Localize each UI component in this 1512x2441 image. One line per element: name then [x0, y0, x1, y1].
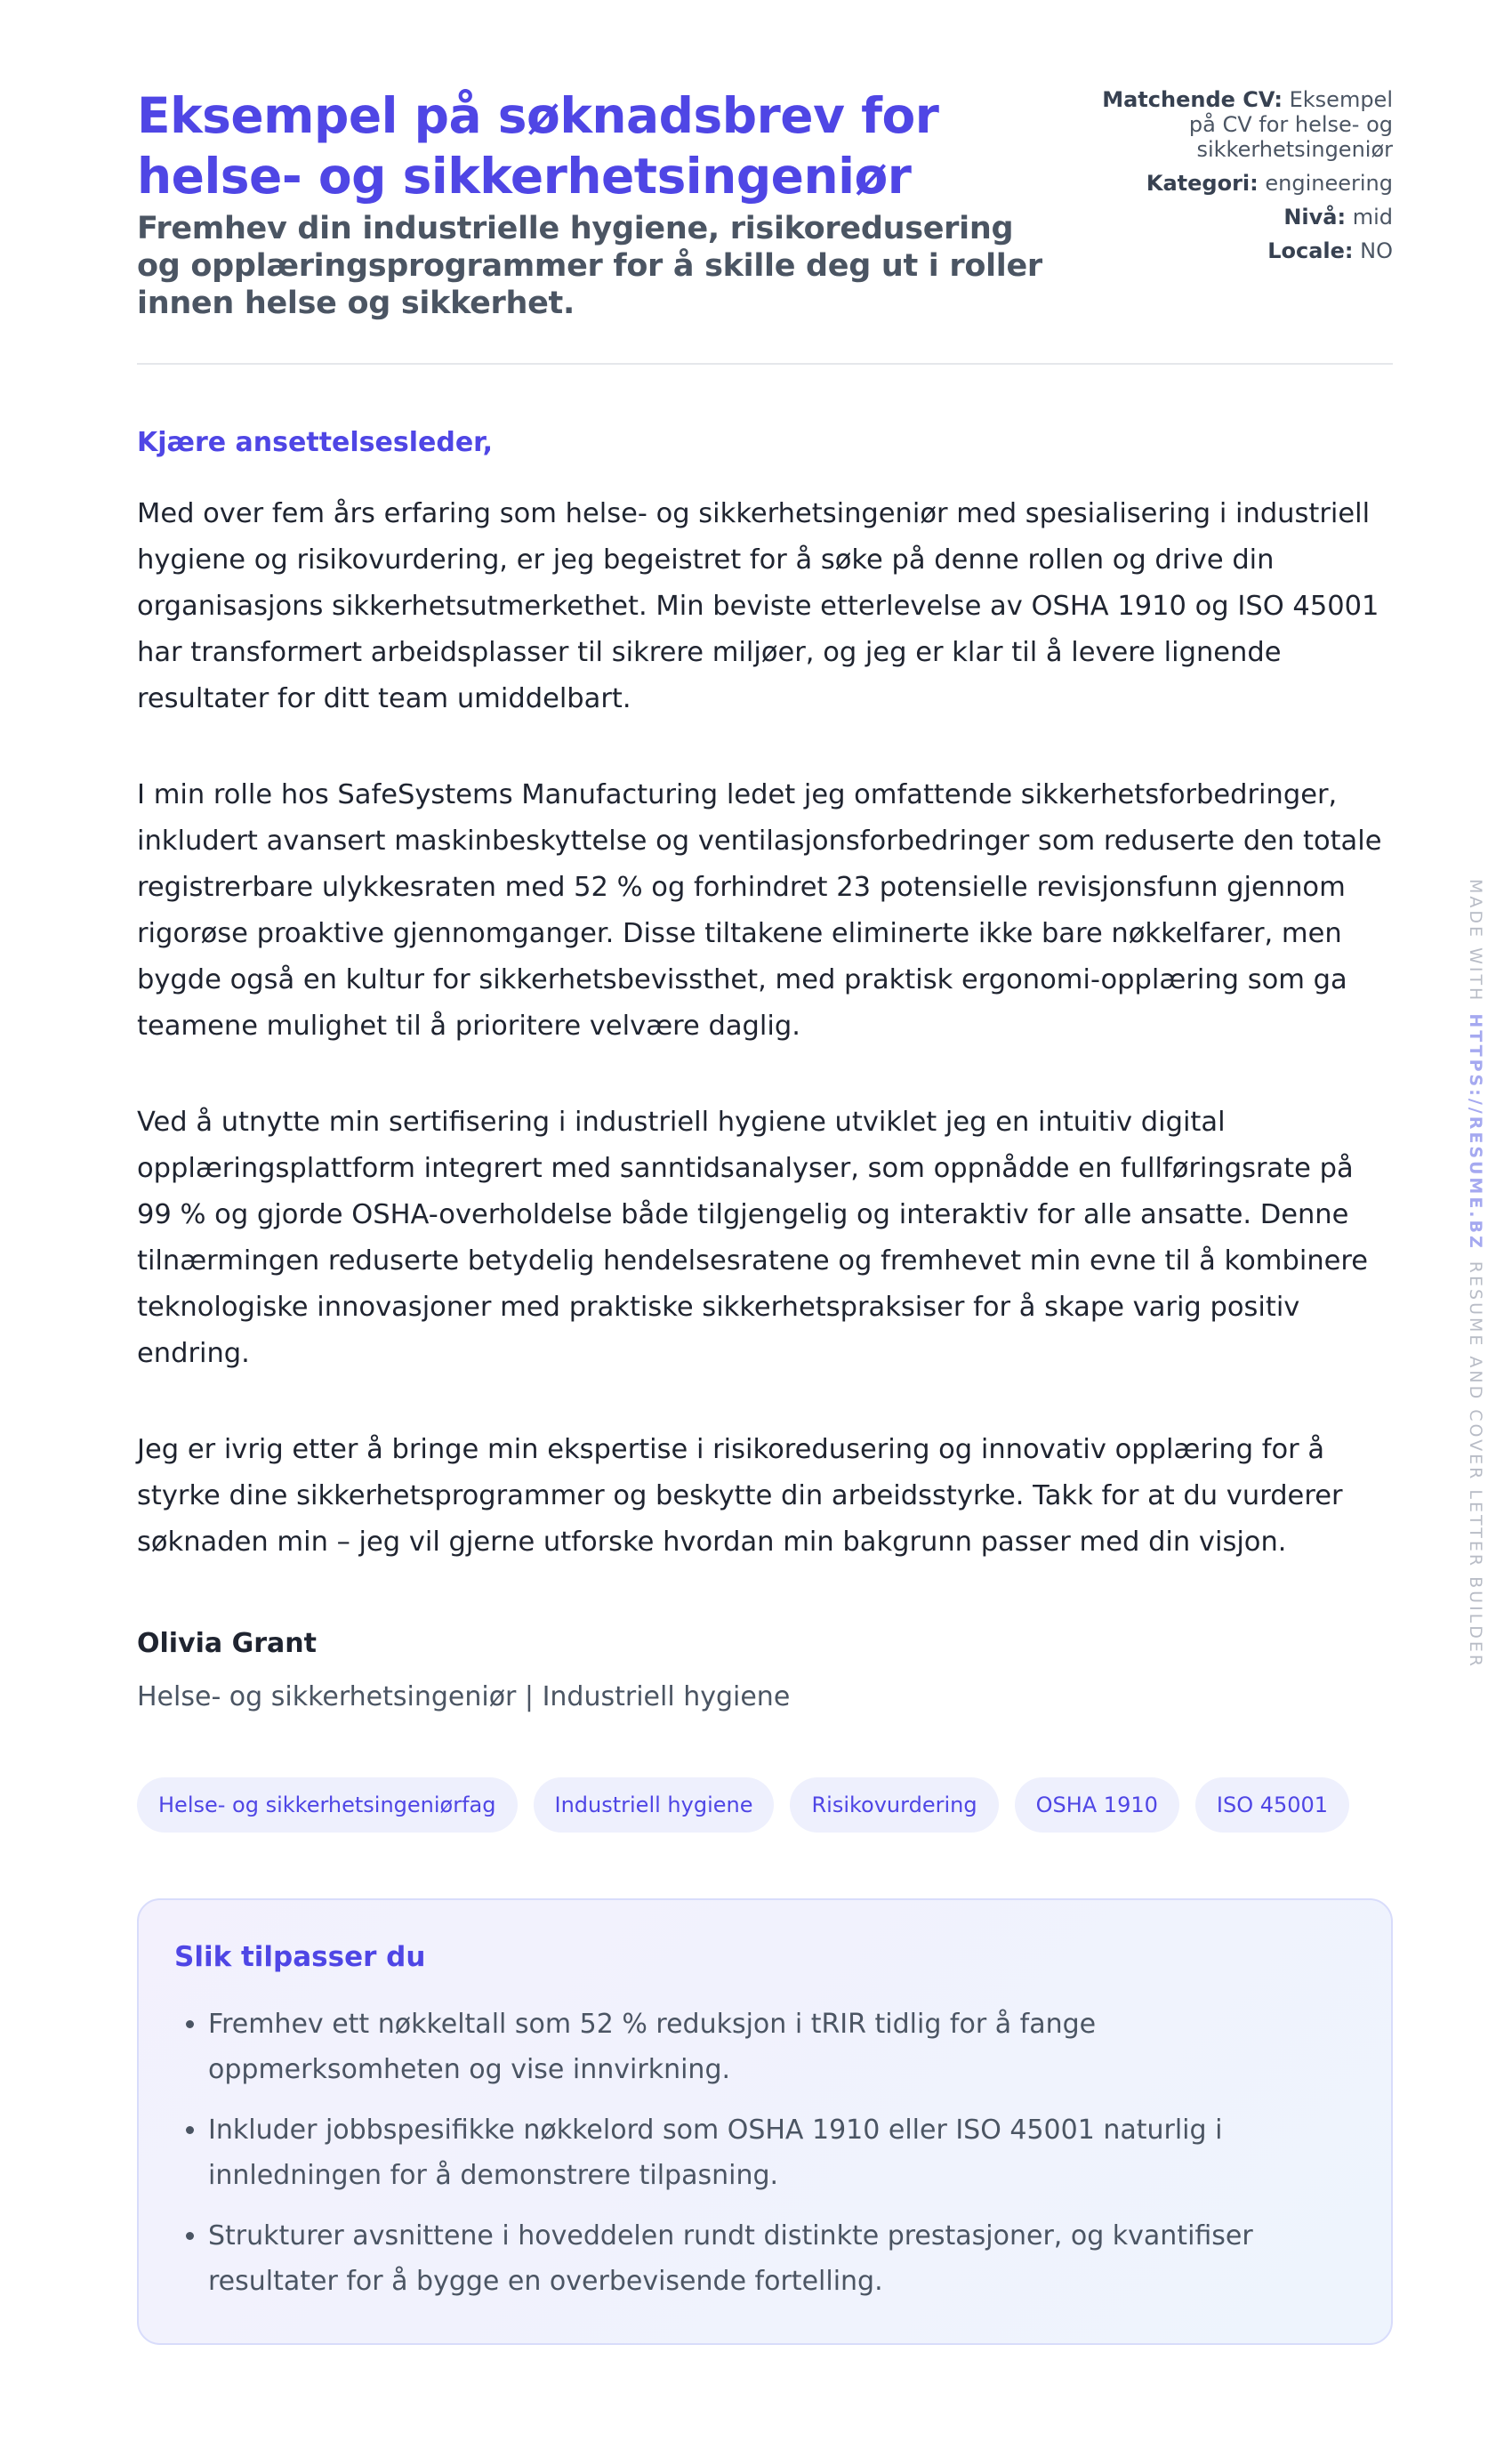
letter-paragraph: Jeg er ivrig etter å bringe min ekspertise i risikoredusering og innovativ opplæring for å styrke dine sikkerhetsprogrammer og beskytte din arbeidsstyrke. Takk for at du vurderer søknaden min – jeg vil gjerne utforske hvordan min bakgrunn passer med din visjon.: [137, 1434, 1343, 1558]
letter-paragraph: Ved å utnytte min sertifisering i industriell hygiene utviklet jeg en intuitiv digital opplæringsplattform integrert med sanntidsanalyser, som oppnådde en fullføringsrate på 99 % og gjorde OSHA-overholdelse både tilgjengelig og interaktiv for alle ansatte. Denne tilnærmingen reduserte betydelig hendelsesratene og fremhevet min evne til å kombinere teknologiske innovasjoner med praktiske sikkerhetspraksiser for å skape varig positiv endring.: [137, 1107, 1369, 1369]
tips-card: [137, 1898, 1393, 2345]
tag-chip[interactable]: Risikovurdering: [790, 1777, 998, 1833]
meta-category: [1082, 171, 1393, 196]
tag-chip[interactable]: OSHA 1910: [1015, 1777, 1179, 1833]
tag-chip[interactable]: Industriell hygiene: [534, 1777, 775, 1833]
tips-list-item: • Fremhev ett nøkkeltall som 52 % reduksjon i tRIR tidlig for å fange oppmerksomheten og vise innvirkning.: [208, 2002, 1355, 2092]
letter-body: [137, 491, 1393, 1566]
meta-matching-cv: [1082, 87, 1393, 162]
tag-chip[interactable]: Helse- og sikkerhetsingeniørfag: [137, 1777, 518, 1833]
letter-paragraph: I min rolle hos SafeSystems Manufacturing ledet jeg omfattende sikkerhetsforbedringer, inkludert avansert maskinbeskyttelse og ventilasjonsforbedringer som reduserte den totale registrerbare ulykkesraten med 52 % og forhindret 23 potensielle revisjonsfunn gjennom rigorøse proaktive gjennomganger. Disse tiltakene eliminerte ikke bare nøkkelfarer, men bygde også en kultur for sikkerhetsbevissthet, med praktisk ergonomi-opplæring som ga teamene mulighet til å prioritere velvære daglig.: [137, 779, 1382, 1042]
letter-paragraph: Med over fem års erfaring som helse- og sikkerhetsingeniør med spesialisering i industriell hygiene og risikovurdering, er jeg begeistret for å søke på denne rollen og drive din organisasjons sikkerhetsutmerkethet. Min beviste etterlevelse av OSHA 1910 og ISO 45001 har transformert arbeidsplasser til sikrere miljøer, og jeg er klar til å levere lignende resultater for ditt team umiddelbart.: [137, 498, 1379, 714]
tips-list-item: • Inkluder jobbspesifikke nøkkelord som OSHA 1910 eller ISO 45001 naturlig i innledningen for å demonstrere tilpasning.: [208, 2107, 1355, 2198]
page-title: Eksempel på søknadsbrev for helse- og sikkerhetsingeniør: [137, 87, 939, 205]
watermark-prefix: MADE WITH: [1466, 879, 1485, 1003]
meta-cv-label: Matchende CV:: [1102, 87, 1283, 112]
meta-category-value: engineering: [1265, 171, 1393, 196]
watermark: [1466, 879, 1485, 1670]
cover-letter-page: [137, 85, 1393, 2345]
meta-locale: [1082, 238, 1393, 263]
letter-greeting: Kjære ansettelsesleder,: [137, 427, 493, 458]
meta-level: [1082, 205, 1393, 230]
meta-cv-link[interactable]: Eksempel på CV for helse- og sikkerhetsingeniør: [1188, 87, 1393, 162]
page-subtitle: Fremhev din industrielle hygiene, risikoredusering og opplæringsprogrammer for å skille deg ut i roller innen helse og sikkerhet.: [137, 211, 1042, 321]
watermark-suffix: RESUME AND COVER LETTER BUILDER: [1466, 1261, 1485, 1670]
watermark-text: [1466, 879, 1485, 1669]
watermark-link[interactable]: HTTPS://RESUME.BZ: [1466, 1013, 1485, 1251]
meta-level-value: mid: [1352, 205, 1393, 230]
tips-title: Slik tilpasser du: [174, 1941, 426, 1973]
meta-category-label: Kategori:: [1146, 171, 1259, 196]
signature-name: Olivia Grant: [137, 1628, 317, 1659]
signature-role: Helse- og sikkerhetsingeniør | Industriell hygiene: [137, 1681, 791, 1712]
tag-chip[interactable]: ISO 45001: [1195, 1777, 1349, 1833]
tips-list: [174, 2002, 1355, 2304]
page-header: [137, 85, 1393, 365]
header-titles: [137, 85, 1062, 322]
tips-list-item: • Strukturer avsnittene i hoveddelen rundt distinkte prestasjoner, og kvantifiser resultater for å bygge en overbevisende fortelling.: [208, 2213, 1355, 2304]
meta-level-label: Nivå:: [1283, 205, 1347, 230]
signature-block: [137, 1626, 1393, 1715]
meta-locale-label: Locale:: [1267, 238, 1354, 263]
meta-panel: [1082, 85, 1393, 272]
meta-locale-value: NO: [1360, 238, 1393, 263]
keyword-tags: [137, 1777, 1393, 1833]
